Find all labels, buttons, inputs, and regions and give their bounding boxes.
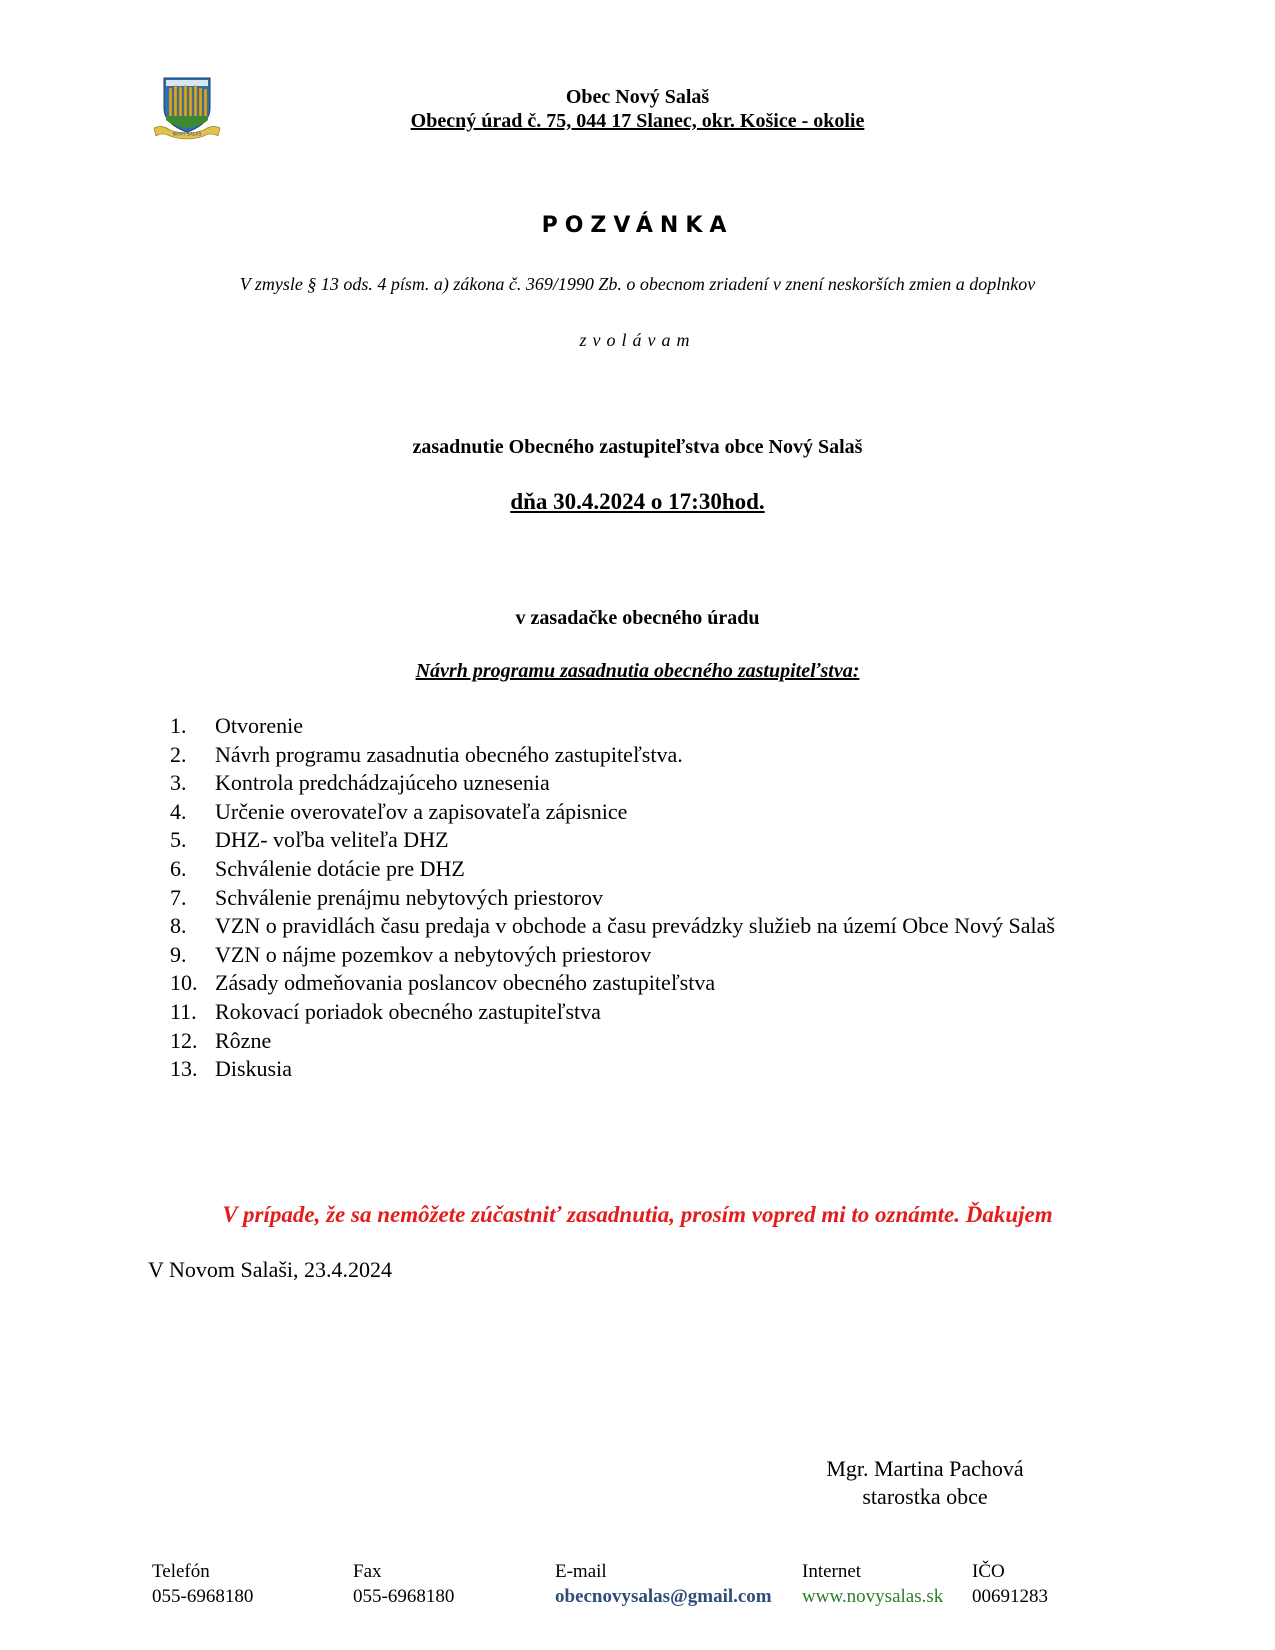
place-and-date: V Novom Salaši, 23.4.2024 [148,1257,393,1282]
footer-phone [152,1559,253,1609]
agenda-item-text: VZN o nájme pozemkov a nebytových priestorov [215,941,652,967]
agenda-item-number: 2. [170,741,187,767]
agenda-item-text: Rokovací poriadok obecného zastupiteľstva [215,998,601,1024]
agenda-item [170,941,1130,970]
agenda-item-number: 13. [170,1056,198,1082]
agenda-item-text: Rôzne [215,1027,272,1053]
municipality-name: Obec Nový Salaš [565,86,710,108]
agenda-item-text: Určenie overovateľov a zapisovateľa zápisnice [215,798,628,824]
footer-email-label: E-mail [555,1561,607,1582]
agenda-heading-text: Návrh programu zasadnutia obecného zastupiteľstva: [415,660,860,682]
meeting-description: zasadnutie Obecného zastupiteľstva obce Nový Salaš [412,436,863,458]
legal-basis: V zmysle § 13 ods. 4 písm. a) zákona č. 369/1990 Zb. o obecnom zriadení v znení neskorších zmien a doplnkov [239,274,1036,294]
footer-web-label: Internet [802,1561,862,1582]
agenda-item [170,769,1130,798]
agenda-item-text: DHZ- voľba veliteľa DHZ [215,827,449,853]
agenda-item [170,998,1130,1027]
agenda-item [170,1027,1130,1056]
agenda-item-text: Schválenie prenájmu nebytových priestorov [215,884,603,910]
agenda-item [170,855,1130,884]
agenda-item-number: 3. [170,770,187,796]
agenda-item [170,798,1130,827]
agenda-item-text: Schválenie dotácie pre DHZ [215,855,465,881]
footer-fax-value: 055-6968180 [353,1586,455,1607]
document-title: POZVÁNKA [541,213,734,238]
signatory-name: Mgr. Martina Pachová [826,1456,1024,1481]
agenda-item-number: 8. [170,913,187,939]
signatory-role: starostka obce [862,1484,988,1509]
footer-email-link[interactable]: obecnovysalas@gmail.com [555,1586,772,1607]
agenda-item-number: 4. [170,798,187,824]
agenda-item-text: VZN o pravidlách času predaja v obchode a času prevádzky služieb na území Obce Nový Salaš [215,913,1055,939]
crest-ribbon-text: NOVÝ SALAŠ [172,132,202,138]
meeting-date-time-text: dňa 30.4.2024 o 17:30hod. [510,489,765,514]
agenda-item-number: 12. [170,1027,198,1053]
footer-phone-value: 055-6968180 [152,1586,254,1607]
agenda-item-text: Zásady odmeňovania poslancov obecného zastupiteľstva [215,970,716,996]
footer-fax-label: Fax [353,1561,382,1582]
agenda-item-number: 1. [170,713,187,738]
agenda-item-number: 10. [170,970,198,996]
footer-fax [353,1559,454,1609]
agenda-item-number: 7. [170,884,187,910]
contact-footer [0,1559,1275,1619]
agenda-item [170,741,1130,770]
attendance-notice: V prípade, že sa nemôžete zúčastniť zasadnutia, prosím vopred mi to oznámte. Ďakujem [222,1202,1053,1227]
agenda-item-text: Kontrola predchádzajúceho uznesenia [215,770,550,796]
signature-block [780,1455,1070,1511]
agenda-item-number: 11. [170,998,197,1024]
agenda-item [170,884,1130,913]
agenda-item-number: 5. [170,827,187,853]
meeting-place: v zasadačke obecného úradu [515,607,760,629]
office-address [0,110,1275,133]
agenda-item-text: Návrh programu zasadnutia obecného zastupiteľstva. [215,741,683,767]
agenda-item [170,912,1130,941]
agenda-item [170,712,1130,741]
agenda-item [170,1055,1130,1084]
office-address-text: Obecný úrad č. 75, 044 17 Slanec, okr. Košice - okolie [410,110,865,132]
footer-phone-label: Telefón [152,1561,210,1582]
agenda-item [170,826,1130,855]
footer-ico-value: 00691283 [972,1586,1048,1607]
footer-ico [972,1559,1048,1609]
village-crest-logo [152,74,230,144]
footer-ico-label: IČO [972,1561,1005,1582]
footer-web [802,1559,943,1609]
agenda-item [170,969,1130,998]
agenda-item-number: 6. [170,855,187,881]
footer-web-link[interactable]: www.novysalas.sk [802,1586,944,1607]
agenda-item-number: 9. [170,941,187,967]
convene-statement: zvolávam [579,330,696,350]
footer-email [555,1559,772,1609]
agenda-item-text: Diskusia [215,1056,292,1082]
agenda-list [170,712,1130,1084]
agenda-item-text: Otvorenie [215,713,303,738]
agenda-heading [0,660,1275,683]
meeting-date-time [0,489,1275,515]
